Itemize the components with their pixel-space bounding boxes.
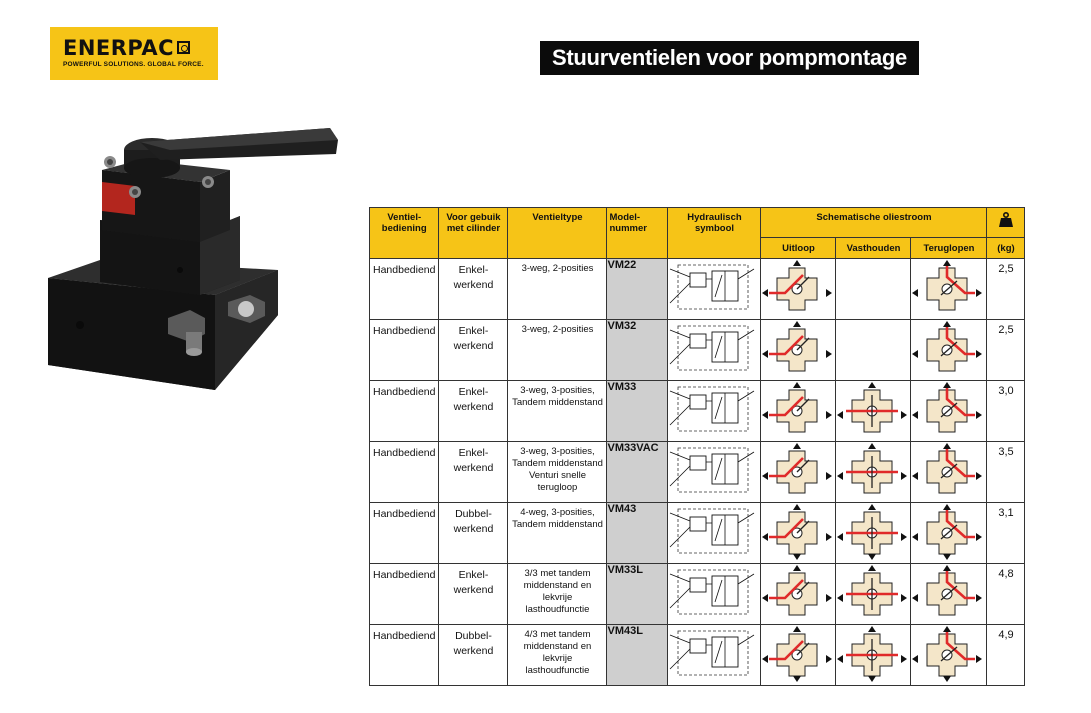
cell-hydraulic-symbol (668, 564, 761, 625)
cell-cilinder: Enkel- werkend (439, 564, 508, 625)
cell-flow-vasthouden (836, 259, 911, 320)
table-row (370, 503, 1025, 564)
vasthouden-flow-diagram-icon (836, 442, 908, 500)
cell-flow-vasthouden (836, 442, 911, 503)
valve-spec-table (369, 207, 1025, 686)
vasthouden-flow-diagram-icon (836, 381, 908, 439)
weight-icon (998, 212, 1014, 228)
uitloop-flow-diagram-icon (761, 503, 833, 561)
teruglopen-flow-diagram-icon (911, 442, 983, 500)
cell-flow-teruglopen (911, 442, 987, 503)
cell-model: VM43 (607, 503, 668, 564)
cell-model: VM33VAC (607, 442, 668, 503)
col-header-schematisch: Schematische oliestroom (761, 208, 987, 238)
cell-bediening: Handbediend (370, 381, 439, 442)
cell-flow-teruglopen (911, 259, 987, 320)
cell-ventieltype: 3-weg, 3-posities, Tandem middenstand (508, 381, 607, 442)
uitloop-flow-diagram-icon (761, 564, 833, 622)
cell-weight: 4,9 (987, 625, 1025, 686)
cell-bediening: Handbediend (370, 625, 439, 686)
cell-flow-uitloop (761, 503, 836, 564)
cell-hydraulic-symbol (668, 381, 761, 442)
cell-hydraulic-symbol (668, 442, 761, 503)
hydraulic-symbol-icon (668, 625, 756, 681)
cell-bediening: Handbediend (370, 442, 439, 503)
table-row (370, 381, 1025, 442)
cell-cilinder: Dubbel- werkend (439, 625, 508, 686)
cell-weight: 3,1 (987, 503, 1025, 564)
col-header-cilinder: Voor gebuik met cilinder (439, 208, 508, 259)
table-row (370, 564, 1025, 625)
cell-weight: 4,8 (987, 564, 1025, 625)
vasthouden-flow-diagram-icon (836, 503, 908, 561)
logo-mark-icon (177, 41, 190, 54)
cell-cilinder: Enkel- werkend (439, 320, 508, 381)
table-row (370, 442, 1025, 503)
teruglopen-flow-diagram-icon (911, 320, 983, 378)
logo-tagline: POWERFUL SOLUTIONS. GLOBAL FORCE. (63, 61, 204, 68)
teruglopen-flow-diagram-icon (911, 625, 983, 683)
col-header-vasthouden: Vasthouden (836, 238, 911, 259)
cell-cilinder: Enkel- werkend (439, 381, 508, 442)
table-row (370, 625, 1025, 686)
cell-flow-uitloop (761, 564, 836, 625)
page-title-bar (540, 41, 919, 75)
cell-ventieltype: 4/3 met tandem middenstand en lekvrije lasthoudfunctie (508, 625, 607, 686)
cell-flow-uitloop (761, 259, 836, 320)
table-row (370, 259, 1025, 320)
cell-ventieltype: 3-weg, 3-posities, Tandem middenstand Venturi snelle terugloop (508, 442, 607, 503)
cell-flow-vasthouden (836, 564, 911, 625)
cell-flow-teruglopen (911, 625, 987, 686)
cell-bediening: Handbediend (370, 503, 439, 564)
uitloop-flow-diagram-icon (761, 320, 833, 378)
cell-flow-teruglopen (911, 381, 987, 442)
cell-flow-uitloop (761, 320, 836, 381)
hydraulic-symbol-icon (668, 381, 756, 437)
cell-flow-vasthouden (836, 625, 911, 686)
cell-flow-teruglopen (911, 503, 987, 564)
col-header-symbool: Hydraulisch symbool (668, 208, 761, 259)
cell-flow-teruglopen (911, 564, 987, 625)
cell-model: VM33 (607, 381, 668, 442)
table-row (370, 320, 1025, 381)
col-header-uitloop: Uitloop (761, 238, 836, 259)
cell-hydraulic-symbol (668, 259, 761, 320)
col-header-bediening: Ventiel- bediening (370, 208, 439, 259)
logo-brand: ENERPAC (63, 36, 175, 60)
cell-weight: 2,5 (987, 320, 1025, 381)
col-header-weight-icon (987, 208, 1025, 238)
hydraulic-symbol-icon (668, 503, 756, 559)
hydraulic-symbol-icon (668, 442, 756, 498)
cell-weight: 2,5 (987, 259, 1025, 320)
enerpac-logo (50, 27, 218, 80)
cell-flow-vasthouden (836, 320, 911, 381)
cell-weight: 3,5 (987, 442, 1025, 503)
vasthouden-flow-diagram-icon (836, 625, 908, 683)
col-header-teruglopen: Teruglopen (911, 238, 987, 259)
cell-model: VM33L (607, 564, 668, 625)
cell-model: VM43L (607, 625, 668, 686)
cell-bediening: Handbediend (370, 259, 439, 320)
cell-ventieltype: 4-weg, 3-posities, Tandem middenstand (508, 503, 607, 564)
cell-cilinder: Enkel- werkend (439, 259, 508, 320)
page-title: Stuurventielen voor pompmontage (552, 45, 907, 70)
cell-ventieltype: 3/3 met tandem middenstand en lekvrije lasthoudfunctie (508, 564, 607, 625)
col-header-model: Model- nummer (607, 208, 668, 259)
uitloop-flow-diagram-icon (761, 442, 833, 500)
col-header-type: Ventieltype (508, 208, 607, 259)
cell-flow-uitloop (761, 381, 836, 442)
uitloop-flow-diagram-icon (761, 381, 833, 439)
cell-flow-vasthouden (836, 503, 911, 564)
valve-product-photo (40, 120, 340, 395)
cell-flow-uitloop (761, 625, 836, 686)
cell-weight: 3,0 (987, 381, 1025, 442)
teruglopen-flow-diagram-icon (911, 381, 983, 439)
uitloop-flow-diagram-icon (761, 625, 833, 683)
cell-flow-uitloop (761, 442, 836, 503)
cell-flow-vasthouden (836, 381, 911, 442)
cell-hydraulic-symbol (668, 503, 761, 564)
hydraulic-symbol-icon (668, 320, 756, 376)
cell-model: VM32 (607, 320, 668, 381)
cell-cilinder: Enkel- werkend (439, 442, 508, 503)
hydraulic-symbol-icon (668, 259, 756, 315)
vasthouden-flow-diagram-icon (836, 564, 908, 622)
cell-model: VM22 (607, 259, 668, 320)
cell-bediening: Handbediend (370, 564, 439, 625)
cell-flow-teruglopen (911, 320, 987, 381)
col-header-weight-unit: (kg) (987, 238, 1025, 259)
cell-hydraulic-symbol (668, 625, 761, 686)
cell-cilinder: Dubbel- werkend (439, 503, 508, 564)
cell-hydraulic-symbol (668, 320, 761, 381)
teruglopen-flow-diagram-icon (911, 259, 983, 317)
teruglopen-flow-diagram-icon (911, 564, 983, 622)
teruglopen-flow-diagram-icon (911, 503, 983, 561)
cell-ventieltype: 3-weg, 2-posities (508, 259, 607, 320)
cell-bediening: Handbediend (370, 320, 439, 381)
hydraulic-symbol-icon (668, 564, 756, 620)
uitloop-flow-diagram-icon (761, 259, 833, 317)
cell-ventieltype: 3-weg, 2-posities (508, 320, 607, 381)
